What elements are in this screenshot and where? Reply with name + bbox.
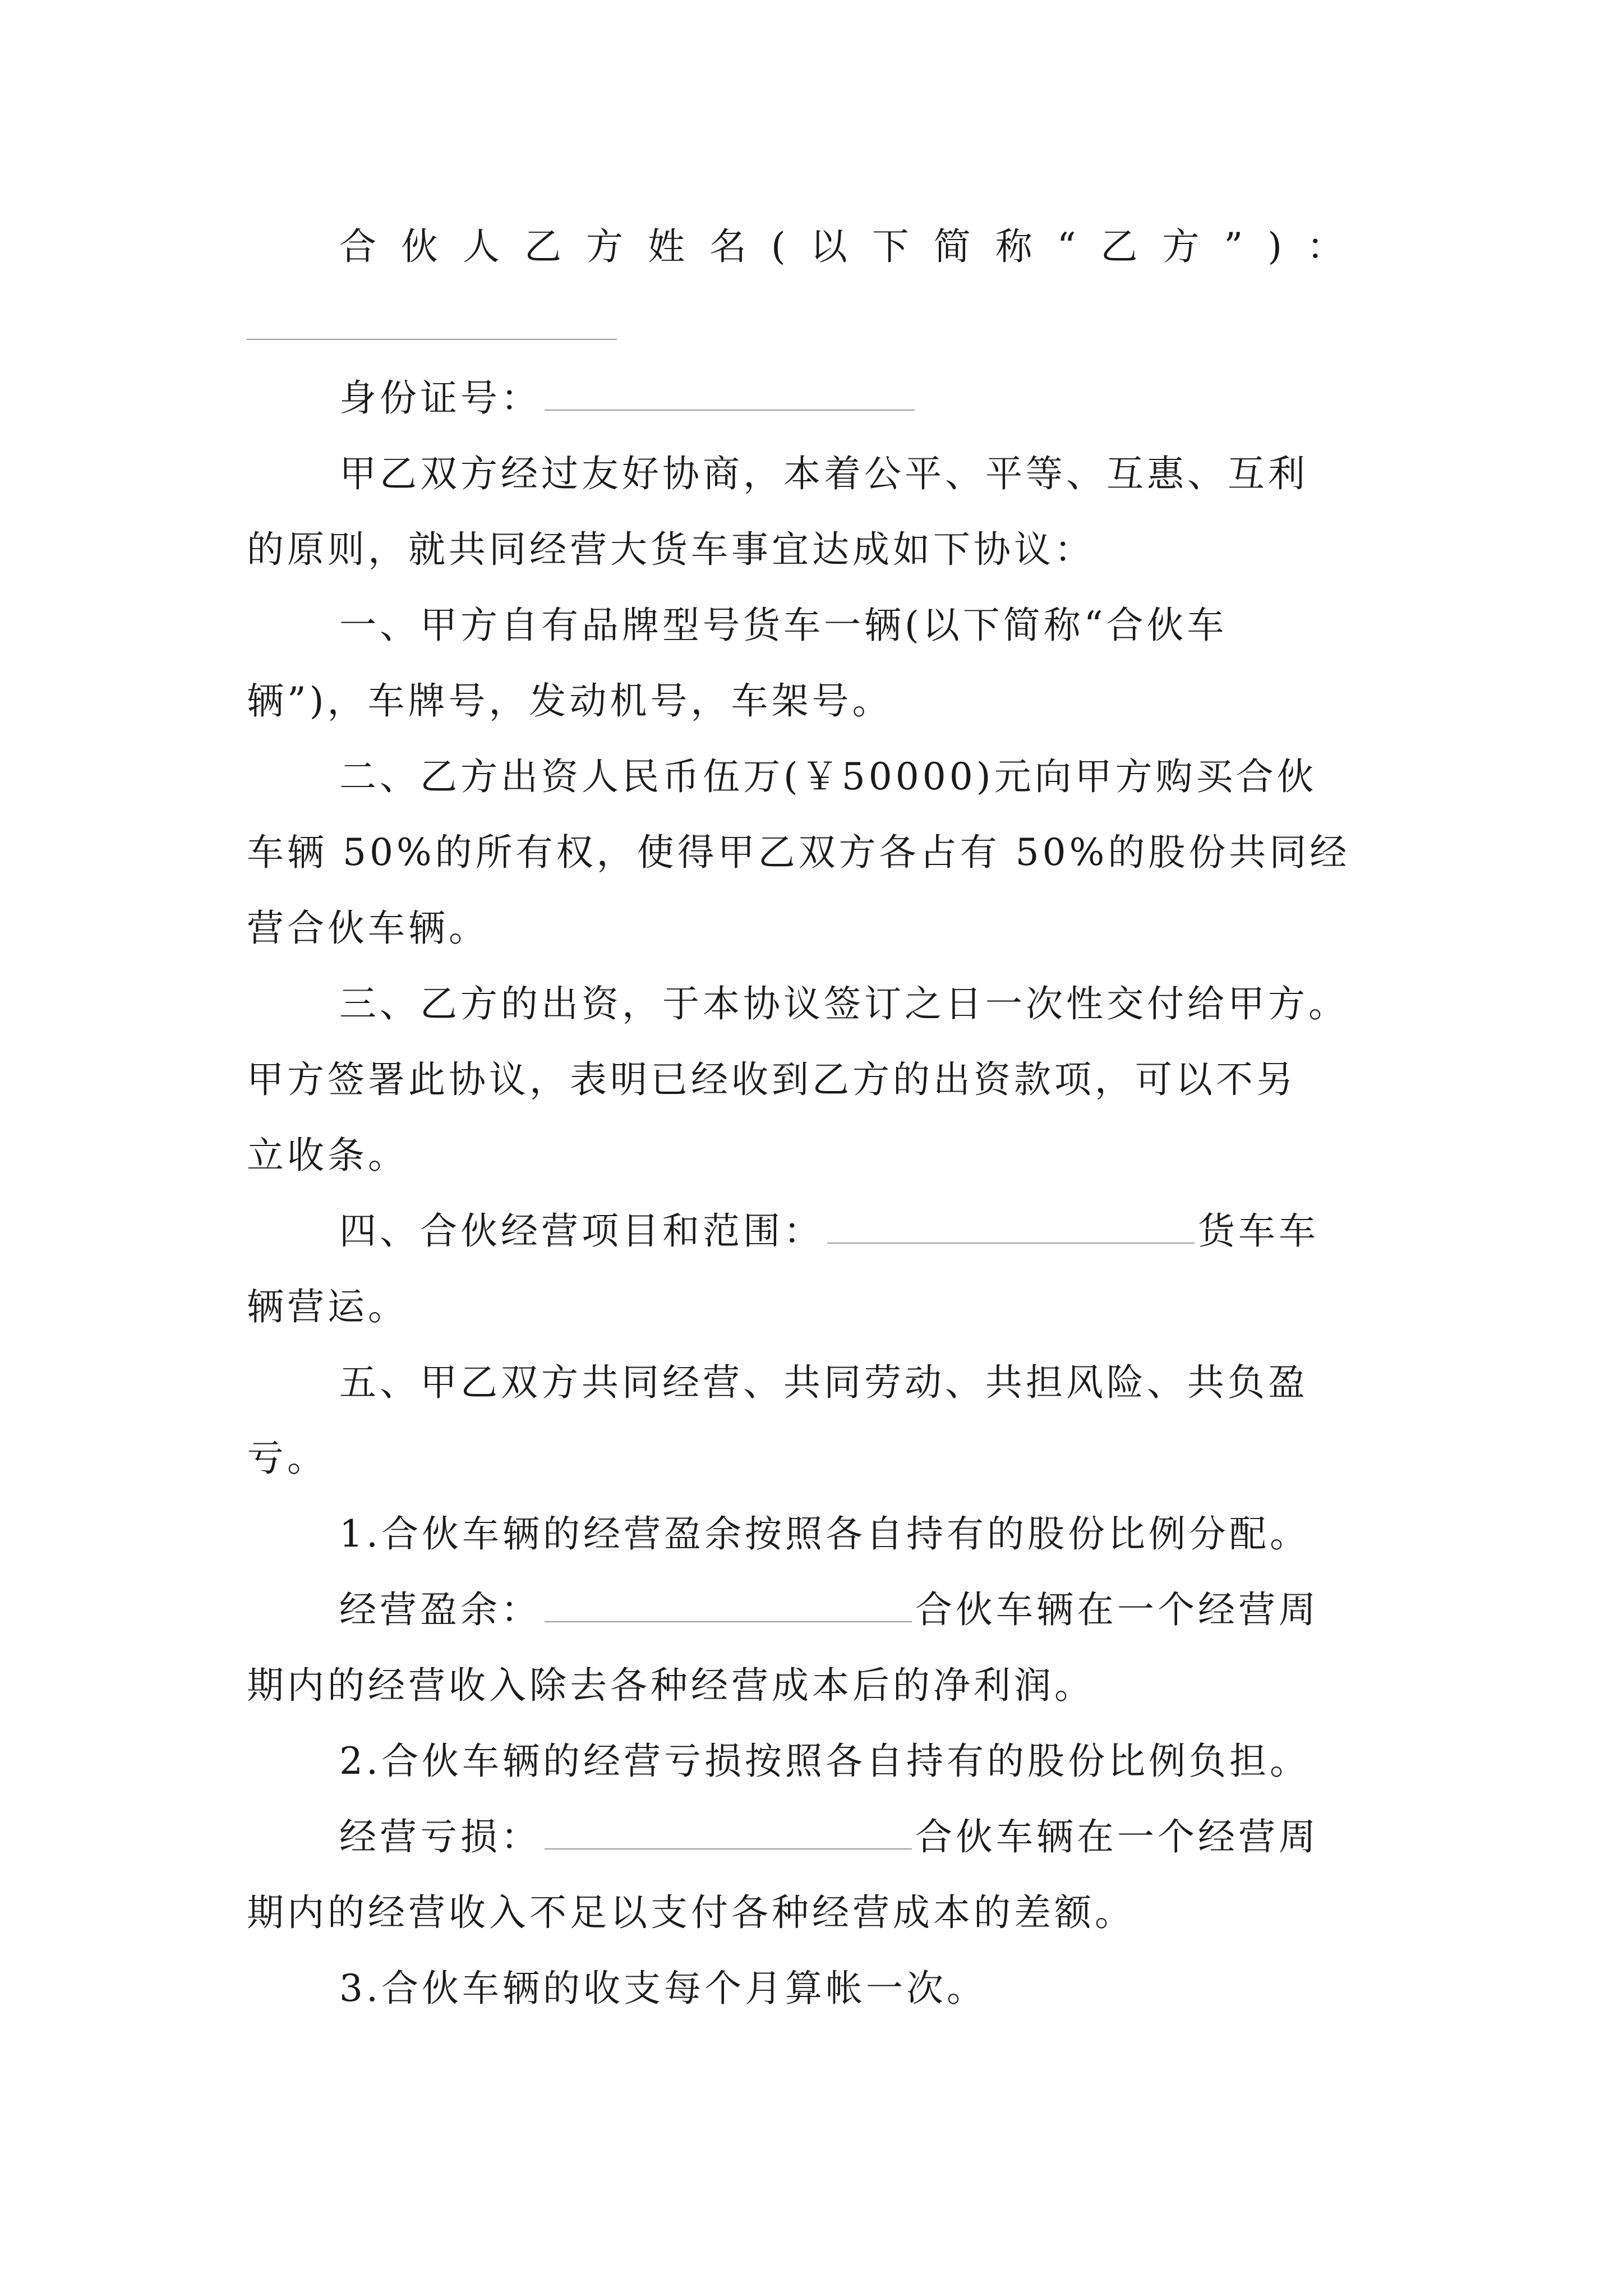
id-number-label: 身份证号： [339,376,541,420]
profit-line-2: 期内的经营收入除去各种经营成本后的净利润。 [247,1664,1095,1707]
profit-label: 经营盈余： [339,1588,541,1631]
clause-4-line-1 [339,1206,1319,1257]
loss-line-2: 期内的经营收入不足以支付各种经营成本的差额。 [247,1891,1135,1934]
item-2: 2.合伙车辆的经营亏损按照各自持有的股份比例负担。 [339,1740,1310,1783]
partner-b-heading: 合伙人乙方姓名(以下简称“乙方”)： [339,225,1368,268]
clause-4-prefix: 四、合伙经营项目和范围： [339,1209,824,1253]
clause-1-line-2: 辆”)，车牌号，发动机号，车架号。 [247,679,893,723]
id-number-line [339,373,918,424]
item-3: 3.合伙车辆的收支每个月算帐一次。 [339,1967,987,2010]
profit-blank [545,1586,912,1622]
clause-1-line-1: 一、甲方自有品牌型号货车一辆(以下简称“合伙车 [339,604,1228,647]
loss-blank [545,1814,912,1849]
loss-label: 经营亏损： [339,1815,541,1858]
intro-line-2: 的原则，就共同经营大货车事宜达成如下协议： [247,528,1095,571]
clause-2-line-2: 车辆 50%的所有权，使得甲乙双方各占有 50%的股份共同经 [247,831,1350,874]
clause-2-line-1: 二、乙方出资人民币伍万(￥50000)元向甲方购买合伙 [339,755,1317,798]
clause-2-line-3: 营合伙车辆。 [247,907,489,950]
profit-suffix: 合伙车辆在一个经营周 [915,1588,1319,1631]
business-scope-blank [827,1208,1195,1244]
partner-b-name-blank [247,339,617,340]
profit-line-1 [339,1585,1319,1635]
id-number-blank [545,375,915,411]
clause-3-line-2: 甲方签署此协议，表明已经收到乙方的出资款项，可以不另 [247,1058,1297,1101]
clause-3-line-1: 三、乙方的出资，于本协议签订之日一次性交付给甲方。 [339,982,1349,1025]
clause-5-line-1: 五、甲乙双方共同经营、共同劳动、共担风险、共负盈 [339,1361,1308,1404]
intro-line-1: 甲乙双方经过友好协商，本着公平、平等、互惠、互利 [339,452,1308,495]
clause-4-line-2: 辆营运。 [247,1285,408,1328]
clause-4-suffix: 货车车 [1198,1209,1319,1253]
loss-suffix: 合伙车辆在一个经营周 [915,1815,1319,1858]
loss-line-1 [339,1812,1319,1862]
clause-5-line-2: 亏。 [247,1437,328,1480]
clause-3-line-3: 立收条。 [247,1134,408,1177]
item-1: 1.合伙车辆的经营盈余按照各自持有的股份比例分配。 [339,1512,1310,1556]
